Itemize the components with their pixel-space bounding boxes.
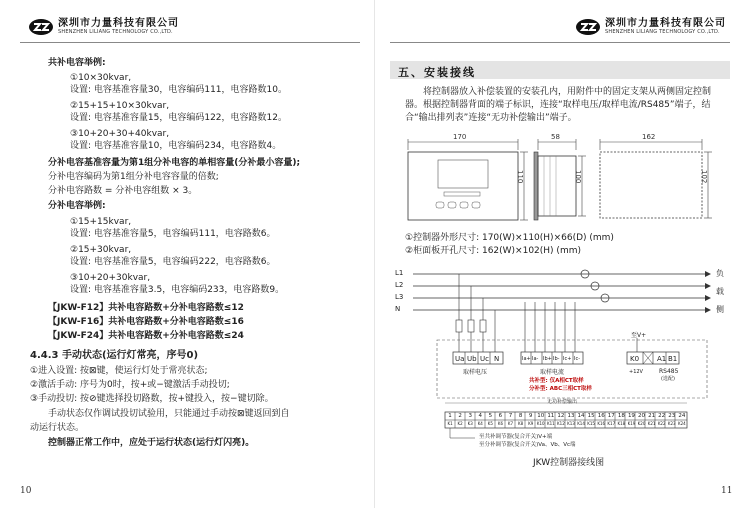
load-side-label: 侧 <box>716 305 724 314</box>
output-terminal-key: K14 <box>577 421 585 426</box>
ct-note-split: 分补型: ABC三相CT取样 <box>529 386 592 392</box>
common-example-spec: ②15+15+10×30kvar, <box>70 101 170 111</box>
output-terminal-key: K22 <box>657 421 666 426</box>
common-examples-title: 共补电容举例: <box>48 58 106 68</box>
split-rule-bold: 分补电容基准容量为第1组分补电容的单相容量(分补最小容量); <box>48 158 301 168</box>
common-example-spec: ①10×30kvar, <box>70 73 132 83</box>
k0-terminal: K0 <box>630 355 640 363</box>
header-rule <box>20 42 360 43</box>
panel-cutout-outline <box>600 152 702 218</box>
output-terminal-key: K13 <box>567 421 575 426</box>
split-rule-3: 分补电容路数 = 分补电容组数 × 3。 <box>48 186 198 196</box>
cutout-size-spec: ②柜面板开孔尺寸: 162(W)×102(H) (mm) <box>405 246 581 256</box>
output-terminal-number: 15 <box>587 413 595 419</box>
output-terminal-number: 12 <box>557 413 565 419</box>
voltage-terminal-n: N <box>494 355 500 363</box>
output-terminal-key: K23 <box>667 421 676 426</box>
output-terminal-key: K8 <box>518 421 524 426</box>
front-view-outline <box>408 152 518 220</box>
output-terminal-key: K21 <box>647 421 656 426</box>
split-rule-2: 分补电容编码为第1组分补电容容量的倍数; <box>48 172 219 182</box>
manual-step-1: ①进入设置: 按⊠键，使运行灯处于常亮状态; <box>30 366 208 376</box>
load-side-label: 载 <box>716 287 724 296</box>
side-height-label: 100 <box>574 170 582 184</box>
v12-label: +12V <box>629 369 643 375</box>
output-terminal-number: 8 <box>518 413 523 419</box>
manual-note-line-1: 手动状态仅作调试投切试验用，只能通过手动按⊠键返回到自 <box>48 409 290 419</box>
output-terminal-number: 17 <box>607 413 615 419</box>
company-name-en: SHENZHEN LILIANG TECHNOLOGY CO.,LTD. <box>605 29 720 35</box>
voltage-sampling-caption: 取样电压 <box>463 369 488 376</box>
right-page <box>375 0 750 508</box>
output-terminal-number: 3 <box>468 413 472 419</box>
output-terminal-key: K1 <box>447 421 453 426</box>
common-example-setting: 设置: 电容基准容量30，电容编码111，电容路数10。 <box>70 85 287 95</box>
voltage-terminal-ub: Ub <box>467 355 477 363</box>
output-terminal-key: K12 <box>557 421 565 426</box>
common-example-setting: 设置: 电容基准容量10，电容编码234，电容路数4。 <box>70 141 282 151</box>
output-terminal-number: 4 <box>478 413 483 419</box>
side-view-body <box>538 156 576 216</box>
diagram-caption: JKW控制器接线图 <box>533 458 605 468</box>
cutout-width-label: 162 <box>642 133 656 141</box>
rs485-optional-note: (选配) <box>661 376 675 382</box>
controller-size-spec: ①控制器外形尺寸: 170(W)×110(H)×66(D) (mm) <box>405 233 614 243</box>
output-terminal-number: 5 <box>488 413 493 419</box>
output-terminal-key: K6 <box>497 421 504 426</box>
company-name-en: SHENZHEN LILIANG TECHNOLOGY CO.,LTD. <box>58 29 173 35</box>
output-terminal-number: 20 <box>638 413 646 419</box>
model-limit-f16: 【JKW-F16】共补电容路数+分补电容路数≤16 <box>48 317 244 327</box>
header-rule <box>390 42 730 43</box>
current-terminal: Ic+ <box>563 356 572 362</box>
manual-note-bold: 控制器正常工作中，应处于运行状态(运行灯闪亮)。 <box>48 438 255 448</box>
company-name-cn: 深圳市力量科技有限公司 <box>58 18 179 29</box>
output-terminal-number: 1 <box>448 413 452 419</box>
common-example-setting: 设置: 电容基准容量15，电容编码122，电容路数12。 <box>70 113 287 123</box>
front-height-label: 110 <box>516 170 524 184</box>
page-number: 11 <box>721 486 733 496</box>
output-terminal-number: 22 <box>658 413 666 419</box>
split-example-spec: ③10+20+30kvar, <box>70 273 151 283</box>
output-terminal-number: 21 <box>648 413 656 419</box>
line-label-n: N <box>395 305 401 313</box>
line-label-l2: L2 <box>395 281 404 289</box>
model-limit-f24: 【JKW-F24】共补电容路数+分补电容路数≤24 <box>48 331 244 341</box>
split-examples-title: 分补电容举例: <box>48 201 106 211</box>
output-terminal-number: 10 <box>537 413 545 419</box>
company-logo <box>575 18 726 36</box>
output-terminal-key: K19 <box>627 421 636 426</box>
current-terminal: Ib- <box>553 356 560 362</box>
common-example-spec: ③10+20+30+40kvar, <box>70 129 170 139</box>
output-key-row <box>445 420 687 428</box>
output-terminal-number: 11 <box>547 413 555 419</box>
output-terminal-key: K2 <box>457 421 463 426</box>
side-view-panel <box>534 152 538 220</box>
output-terminal-number: 14 <box>577 413 585 419</box>
current-sampling-caption: 取样电流 <box>540 369 565 376</box>
output-terminal-number: 9 <box>528 413 533 419</box>
split-example-setting: 设置: 电容基准容量3.5，电容编码233，电容路数9。 <box>70 285 285 295</box>
voltage-terminal-ua: Ua <box>455 355 465 363</box>
manual-section-title: 4.4.3 手动状态(运行灯常亮，序号0) <box>30 350 199 361</box>
output-terminal-number: 16 <box>597 413 605 419</box>
voltage-terminal-uc: Uc <box>480 355 489 363</box>
output-terminal-number: 7 <box>508 413 513 419</box>
current-terminal: Ib+ <box>543 356 552 362</box>
output-terminal-key: K9 <box>528 421 534 426</box>
current-terminal: Ic- <box>574 356 581 362</box>
output-terminal-number: 6 <box>498 413 503 419</box>
line-label-l1: L1 <box>395 269 404 277</box>
bottom-note-common: 至共补调节器(复合开关)V+端 <box>479 434 553 440</box>
split-example-spec: ②15+30kvar, <box>70 245 132 255</box>
output-terminal-key: K7 <box>507 421 514 426</box>
output-terminal-key: K17 <box>607 421 616 426</box>
section-title: 五、安装接线 <box>398 66 476 79</box>
output-terminal-key: K24 <box>677 421 686 426</box>
rs485-caption: RS485 <box>659 368 679 375</box>
bottom-note-split: 至分补调节器(复合开关)Va、Vb、Vc端 <box>479 442 576 448</box>
page-number: 10 <box>20 486 32 496</box>
company-logo <box>28 18 179 36</box>
model-limit-f12: 【JKW-F12】共补电容路数+分补电容路数≤12 <box>48 303 244 313</box>
dimension-drawings <box>400 130 730 230</box>
manual-step-3: ③手动投切: 按⊘键选择投切路数，按+键投入，按−键切除。 <box>30 394 274 404</box>
rs485-terminal-a1: A1 <box>657 355 667 363</box>
to-vplus-label: 至V+ <box>631 332 647 339</box>
install-intro: 将控制器放入补偿装置的安装孔内，用附件中的固定支架从两侧固定控制器。根据控制器背面的端子标识，连接“取样电压/取样电流/RS485”端子，结合“输出排列表”连接“无功补偿输出”端子。 <box>405 87 712 123</box>
output-terminal-key: K4 <box>477 421 483 426</box>
output-number-row <box>445 412 687 420</box>
output-terminal-number: 2 <box>458 413 462 419</box>
company-name-cn: 深圳市力量科技有限公司 <box>605 18 726 29</box>
output-terminal-key: K18 <box>617 421 626 426</box>
section-header <box>390 61 730 79</box>
company-logo-icon <box>28 18 54 36</box>
ct-note-common: 共补型: 仅A相CT取样 <box>529 378 584 384</box>
current-terminal: Ia+ <box>522 356 531 362</box>
split-example-setting: 设置: 电容基准容量5，电容编码111，电容路数6。 <box>70 229 276 239</box>
output-terminal-key: K20 <box>637 421 646 426</box>
cutout-height-label: 102 <box>700 170 708 184</box>
manual-note-line-2: 动运行状态。 <box>30 423 85 433</box>
output-terminal-number: 19 <box>627 413 635 419</box>
line-label-l3: L3 <box>395 293 404 301</box>
output-terminal-key: K11 <box>546 421 555 426</box>
front-width-label: 170 <box>453 133 467 141</box>
split-example-setting: 设置: 电容基准容量5，电容编码222，电容路数6。 <box>70 257 276 267</box>
current-terminal: Ia- <box>532 356 539 362</box>
output-terminal-key: K10 <box>536 421 545 426</box>
output-terminal-number: 23 <box>668 413 676 419</box>
output-terminal-key: K3 <box>467 421 473 426</box>
front-display-window <box>438 160 488 188</box>
output-terminal-number: 13 <box>567 413 575 419</box>
split-example-spec: ①15+15kvar, <box>70 217 132 227</box>
side-width-label: 58 <box>551 133 560 141</box>
rs485-terminal-b1: B1 <box>668 355 678 363</box>
output-terminal-number: 24 <box>678 413 686 419</box>
output-terminal-key: K5 <box>487 421 493 426</box>
output-caption: 无功补偿输出 <box>547 399 578 405</box>
load-side-label: 负 <box>716 269 724 278</box>
output-terminal-number: 18 <box>617 413 625 419</box>
output-terminal-key: K15 <box>587 421 595 426</box>
manual-step-2: ②激活手动: 序号为0时，按+或−键激活手动投切; <box>30 380 230 390</box>
company-logo-icon <box>575 18 601 36</box>
output-terminal-key: K16 <box>597 421 606 426</box>
